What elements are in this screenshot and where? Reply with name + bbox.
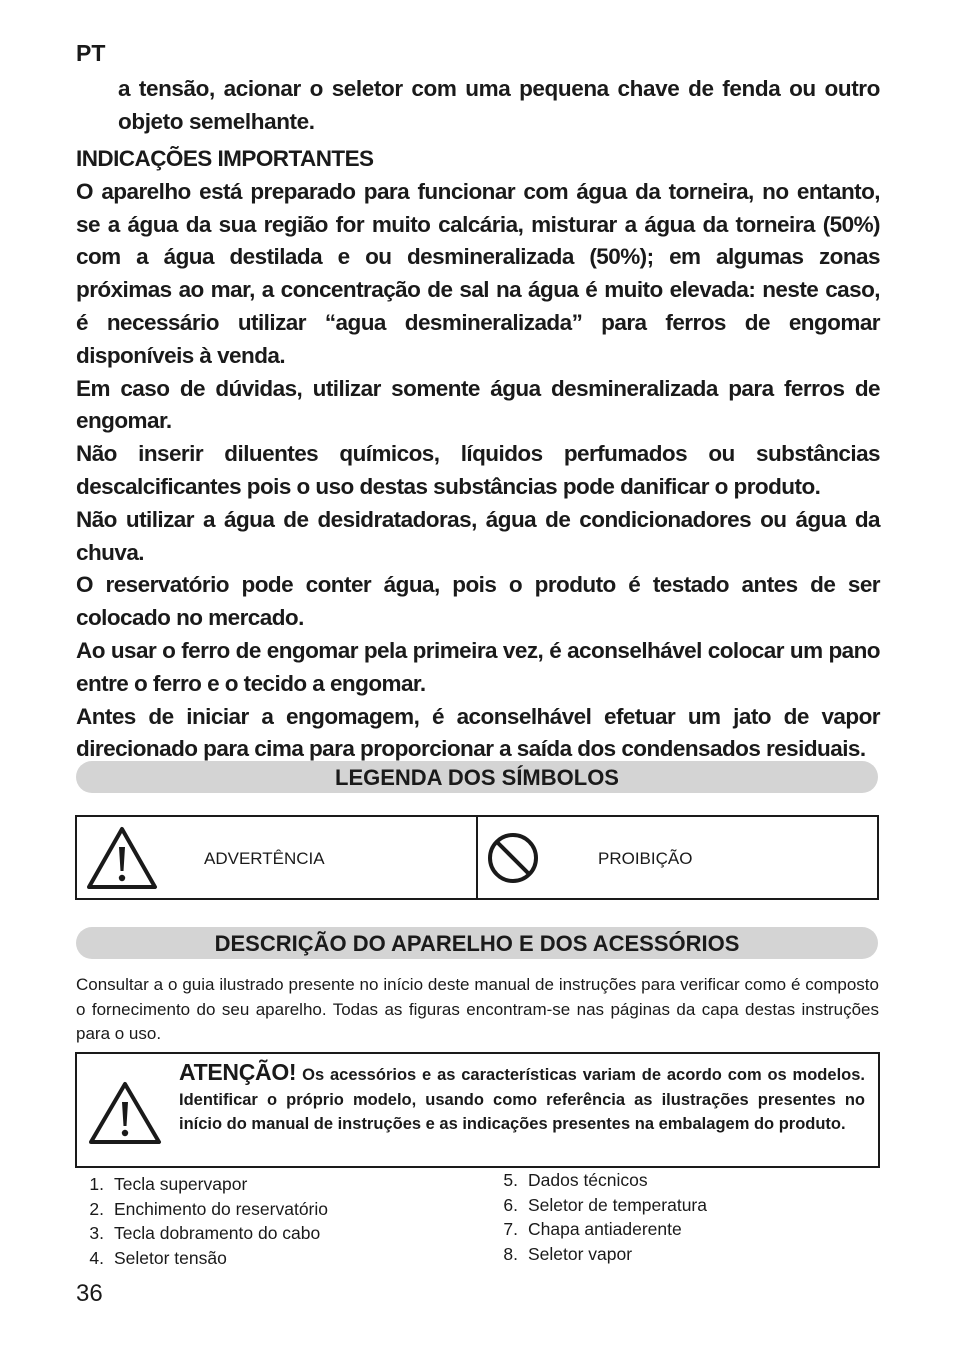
warning-label: ADVERTÊNCIA: [204, 849, 325, 868]
language-code: PT: [76, 40, 106, 66]
parts-list-left: [76, 1172, 328, 1270]
attention-text: [179, 1060, 865, 1137]
description-title: DESCRIÇÃO DO APARELHO E DOS ACESSÓRIOS: [76, 927, 878, 959]
list-item: 6. Seletor de temperatura: [503, 1194, 707, 1215]
list-item: 5. Dados técnicos: [503, 1170, 648, 1190]
attention-title: ATENÇÃO!: [179, 1059, 297, 1085]
continuation-text: a tensão, acionar o seletor com uma pequena chave de fenda ou outro objeto semelhante.: [118, 76, 880, 134]
symbol-legend: [75, 815, 879, 900]
legend-divider: [476, 817, 478, 898]
important-paragraph: Não utilizar a água de desidratadoras, água de condicionadores ou água da chuva.: [76, 506, 880, 565]
list-item: 1. Tecla supervapor: [89, 1174, 248, 1194]
list-item: 8. Seletor vapor: [503, 1243, 633, 1264]
important-paragraph: O aparelho está preparado para funcionar com água da torneira, no entanto, se a água da sua região for muito calcária, misturar a água da torneira (50%) com a água destilada e ou desmineralizada (50%); em algumas zonas próximas ao mar, a concentração de sal na água é muito elevada: neste caso, é necessário utilizar “agua desmineralizada” para ferros de engomar disponíveis à venda.: [76, 178, 880, 368]
page-number: 36: [76, 1280, 103, 1307]
list-item: 4. Seletor tensão: [89, 1247, 227, 1268]
attention-box: [75, 1052, 880, 1168]
warning-triangle-icon: [85, 825, 159, 896]
parts-list-right: [490, 1168, 707, 1266]
prohibition-icon: [486, 831, 540, 890]
important-paragraph: Não inserir diluentes químicos, líquidos perfumados ou substâncias descalcificantes pois o uso destas substâncias pode danificar o produto.: [76, 441, 880, 499]
important-paragraph: O reservatório pode conter água, pois o produto é testado antes de ser colocado no mercado.: [76, 572, 880, 631]
important-paragraph: Em caso de dúvidas, utilizar somente água desmineralizada para ferros de engomar.: [76, 375, 880, 434]
description-intro: Consultar a o guia ilustrado presente no início deste manual de instruções para verificar como é composto o fornecimento do seu aparelho. Todas as figuras encontram-se nas páginas da capa destas instruções para o uso.: [76, 975, 879, 1043]
important-paragraph: Ao usar o ferro de engomar pela primeira vez, é aconselhável colocar um pano entre o ferro e o tecido a engomar.: [76, 637, 880, 696]
prohibition-label: PROIBIÇÃO: [598, 849, 693, 868]
important-section: [76, 143, 880, 766]
warning-triangle-icon: [87, 1080, 163, 1151]
list-item: 7. Chapa antiaderente: [503, 1219, 682, 1239]
important-paragraph: Antes de iniciar a engomagem, é aconselhável efetuar um jato de vapor direcionado para cima para proporcionar a saída dos condensados residuais.: [76, 703, 880, 762]
important-heading: INDICAÇÕES IMPORTANTES: [76, 146, 374, 171]
list-item: 2. Enchimento do reservatório: [89, 1198, 328, 1219]
attention-body: Os acessórios e as características variam de acordo com os modelos. Identificar o próprio modelo, usando como referência as ilustrações presentes no início do manual de instruções e as indicações presentes na embalagem do produto.: [179, 1066, 865, 1133]
legend-title: LEGENDA DOS SÍMBOLOS: [76, 761, 878, 793]
list-item: 3. Tecla dobramento do cabo: [89, 1223, 321, 1243]
